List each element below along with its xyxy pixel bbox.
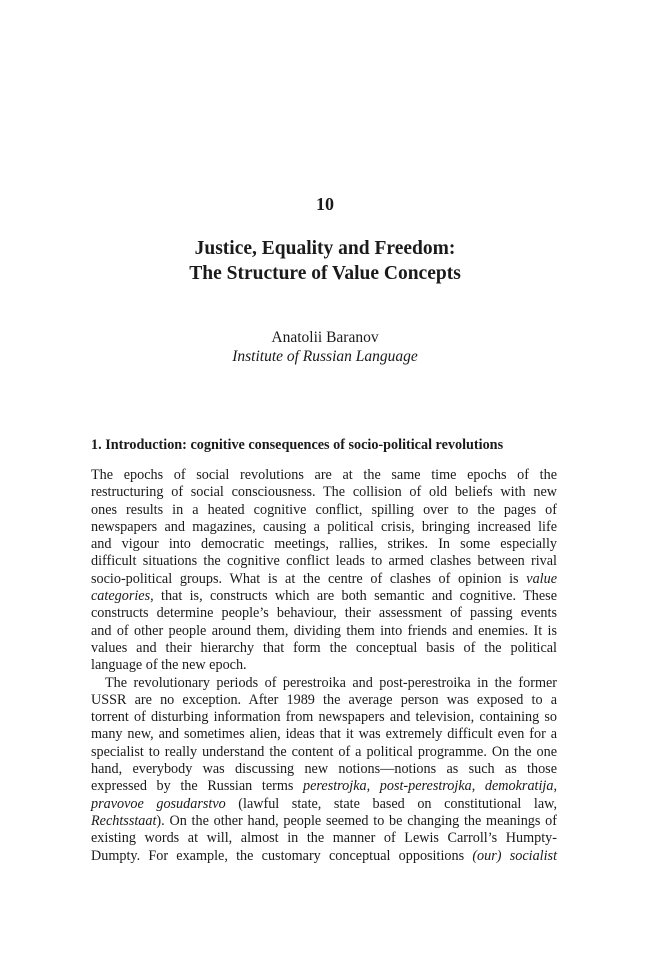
section-heading: 1. Introduction: cognitive consequences of socio-political revolutions [91,437,504,453]
text-line: existing words at will, almost in the manner of Lewis Carroll’s Humpty- [91,830,557,847]
chapter-title [0,236,650,286]
text-line: expressed by the Russian terms perestrojka, post-perestrojka, demokratija, [91,778,557,795]
text-line: many new, and sometimes alien, ideas that it was extremely difficult even for a [91,726,557,743]
chapter-number: 10 [316,194,334,214]
text-line: specialist to really understand the content of a political programme. On the one [91,743,557,760]
text-line: and of other people around them, dividing them into friends and enemies. It is [91,622,557,639]
text-line: The epochs of social revolutions are at the same time epochs of the [91,467,557,483]
text-line: difficult situations the cognitive conflict leads to armed clashes between rival [91,553,557,570]
text-line: language of the new epoch. [91,657,247,674]
text-line: restructuring of social consciousness. The collision of old beliefs with new [91,484,557,501]
text-line: socio-political groups. What is at the centre of clashes of opinion is value [91,570,557,587]
chapter-title-line-2: The Structure of Value Concepts [189,263,461,284]
text-line: Rechtsstaat). On the other hand, people seemed to be changing the meanings of [91,812,557,829]
text-line: ones results in a heated cognitive conflict, spilling over to the pages of [91,501,557,518]
text-line: and vigour into democratic meetings, rallies, strikes. In some especially [91,536,557,553]
author-name: Anatolii Baranov [271,329,379,346]
text-line: categories, that is, constructs which are both semantic and cognitive. These [91,588,557,605]
text-line: The revolutionary periods of perestroika and post-perestroika in the former [105,674,557,691]
body-text [91,467,557,865]
text-line: USSR are no exception. After 1989 the average person was exposed to a [91,691,557,708]
text-line: constructs determine people’s behaviour, their assessment of passing events [91,605,557,622]
text-line: values and their hierarchy that form the conceptual basis of the political [91,639,557,656]
text-line: newspapers and magazines, causing a political crisis, bringing increased life [91,518,557,535]
text-line: hand, everybody was discussing new notions—notions as such as those [91,761,557,778]
text-line: Dumpty. For example, the customary conceptual oppositions (our) socialist [91,847,558,864]
author-affiliation: Institute of Russian Language [232,348,418,365]
text-line: torrent of disturbing information from newspapers and television, containing so [91,709,557,726]
text-line: pravovoe gosudarstvo (lawful state, state based on constitutional law, [91,795,557,812]
chapter-title-line-1: Justice, Equality and Freedom: [194,238,456,259]
